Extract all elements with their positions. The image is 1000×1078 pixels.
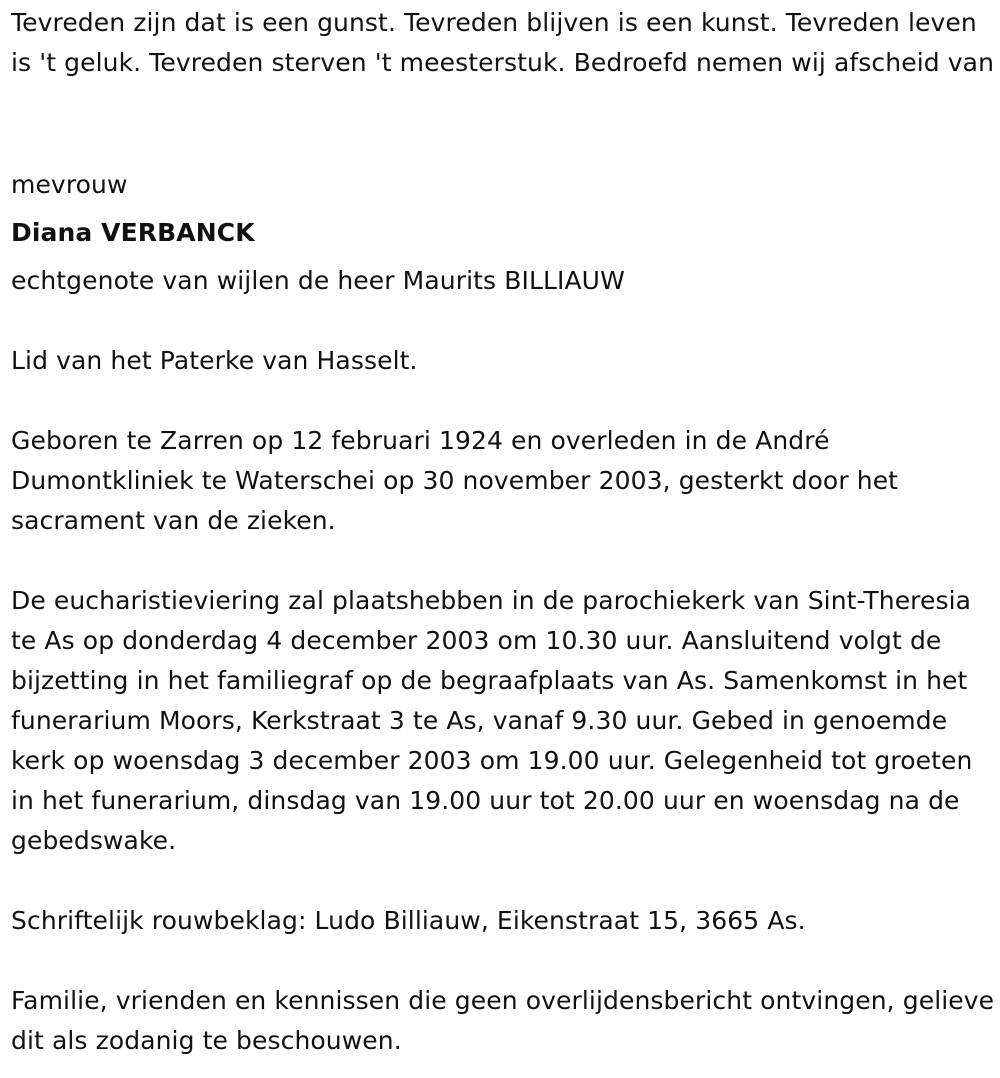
spouse-line: echtgenote van wijlen de heer Maurits BILLIAUW bbox=[11, 266, 625, 295]
honorific-title: mevrouw bbox=[11, 170, 128, 199]
deceased-name: Diana VERBANCK bbox=[11, 218, 255, 247]
condolence-address: Schriftelijk rouwbeklag: Ludo Billiauw, Eikenstraat 15, 3665 As. bbox=[11, 906, 806, 935]
birth-death-paragraph: Geboren te Zarren op 12 februari 1924 en overleden in de André Dumontkliniek te Waterschei op 30 november 2003, gesterkt door het sacrament van de zieken. bbox=[11, 426, 899, 535]
membership-line: Lid van het Paterke van Hasselt. bbox=[11, 346, 418, 375]
closing-paragraph: Familie, vrienden en kennissen die geen overlijdensbericht ontvingen, gelieve dit als zodanig te beschouwen. bbox=[11, 986, 995, 1055]
ceremony-paragraph: De eucharistieviering zal plaatshebben in de parochiekerk van Sint-Theresia te As op donderdag 4 december 2003 om 10.30 uur. Aansluitend volgt de bijzetting in het familiegraf op de begraafplaats van As. Samenkomst in het funerarium Moors, Kerkstraat 3 te As, vanaf 9.30 uur. Gebed in genoemde kerk op woensdag 3 december 2003 om 19.00 uur. Gelegenheid tot groeten in het funerarium, dinsdag van 19.00 uur tot 20.00 uur en woensdag na de gebedswake. bbox=[11, 586, 973, 855]
intro-quote: Tevreden zijn dat is een gunst. Tevreden blijven is een kunst. Tevreden leven is 't geluk. Tevreden sterven 't meesterstuk. Bedroefd nemen wij afscheid van bbox=[11, 8, 995, 77]
